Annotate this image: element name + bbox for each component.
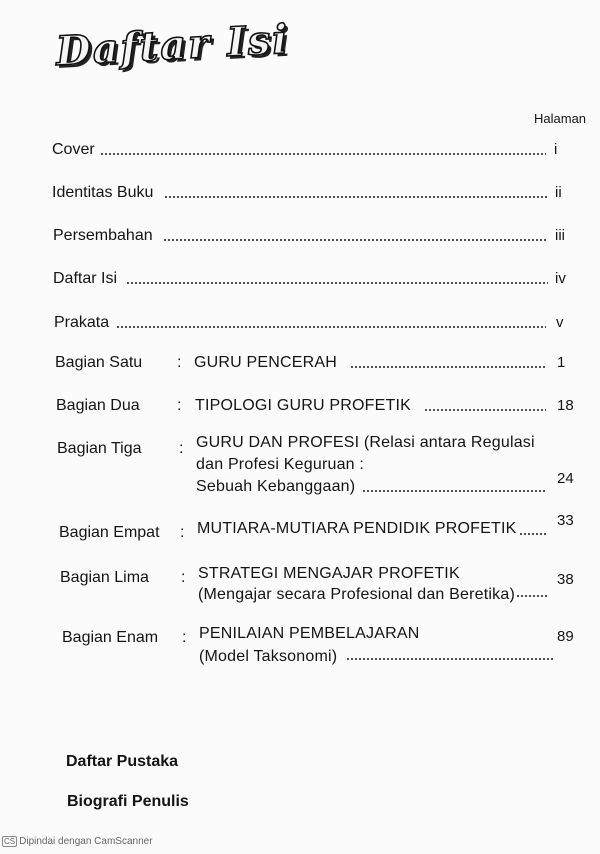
entry-label: Persembahan [53, 227, 153, 244]
leader-dots [164, 196, 548, 198]
chapter-label: Bagian Dua [56, 397, 140, 414]
leader-dots [100, 153, 546, 155]
leader-dots [126, 282, 548, 284]
chapter-label: Bagian Lima [60, 569, 149, 586]
chapter-title-line-1: STRATEGI MENGAJAR PROFETIK [198, 565, 460, 582]
leader-dots [519, 533, 547, 535]
chapter-title-line-1: PENILAIAN PEMBELAJARAN [199, 625, 420, 642]
leader-dots [116, 326, 546, 328]
chapter-title: GURU PENCERAH [194, 354, 338, 371]
camscanner-badge: CS [4, 837, 16, 846]
chapter-title-line-1: GURU DAN PROFESI (Relasi antara Regulasi [196, 434, 535, 451]
entry-label: Identitas Buku [52, 184, 154, 201]
chapter-page: 18 [557, 397, 574, 414]
chapter-page: 38 [557, 571, 574, 588]
chapter-colon: : [180, 524, 185, 541]
toc-entry-biografi-penulis: Biografi Penulis [67, 793, 189, 810]
page-title: Daftar Isi [54, 15, 291, 75]
entry-label: Prakata [54, 314, 110, 331]
entry-page: v [556, 314, 564, 331]
leader-dots [362, 490, 546, 492]
entry-page: i [554, 141, 558, 158]
chapter-colon: : [182, 629, 187, 646]
scanner-text: Dipindai dengan CamScanner [19, 836, 153, 847]
chapter-page: 33 [557, 512, 574, 529]
chapter-page: 1 [557, 354, 566, 371]
chapter-page: 24 [557, 470, 574, 487]
chapter-title-line-3: Sebuah Kebanggaan) [196, 478, 356, 495]
chapter-colon: : [181, 569, 186, 586]
chapter-colon: : [177, 397, 182, 414]
leader-dots [346, 658, 554, 660]
chapter-title: MUTIARA-MUTIARA PENDIDIK PROFETIK [197, 520, 517, 537]
entry-label: Cover [52, 141, 95, 158]
chapter-label: Bagian Satu [55, 354, 143, 371]
entry-label: Daftar Isi [53, 270, 118, 287]
leader-dots [163, 239, 548, 241]
page-column-header: Halaman [534, 111, 587, 126]
chapter-title-line-2: (Mengajar secara Profesional dan Beretika) [198, 586, 516, 603]
leader-dots [424, 409, 546, 411]
chapter-title-line-2: dan Profesi Keguruan : [196, 456, 365, 473]
leader-dots [516, 595, 548, 597]
scanner-watermark [2, 836, 153, 847]
chapter-colon: : [177, 354, 182, 371]
chapter-title: TIPOLOGI GURU PROFETIK [195, 397, 411, 414]
toc-entry-daftar-pustaka: Daftar Pustaka [66, 753, 179, 770]
leader-dots [350, 366, 546, 368]
chapter-page: 89 [557, 628, 574, 645]
chapter-title-line-2: (Model Taksonomi) [199, 648, 338, 665]
chapter-label: Bagian Tiga [57, 440, 142, 457]
entry-page: iv [555, 270, 566, 287]
chapter-colon: : [179, 440, 184, 457]
chapter-label: Bagian Empat [59, 524, 160, 541]
entry-page: ii [555, 184, 562, 201]
entry-page: iii [555, 227, 565, 244]
chapter-label: Bagian Enam [62, 629, 159, 646]
